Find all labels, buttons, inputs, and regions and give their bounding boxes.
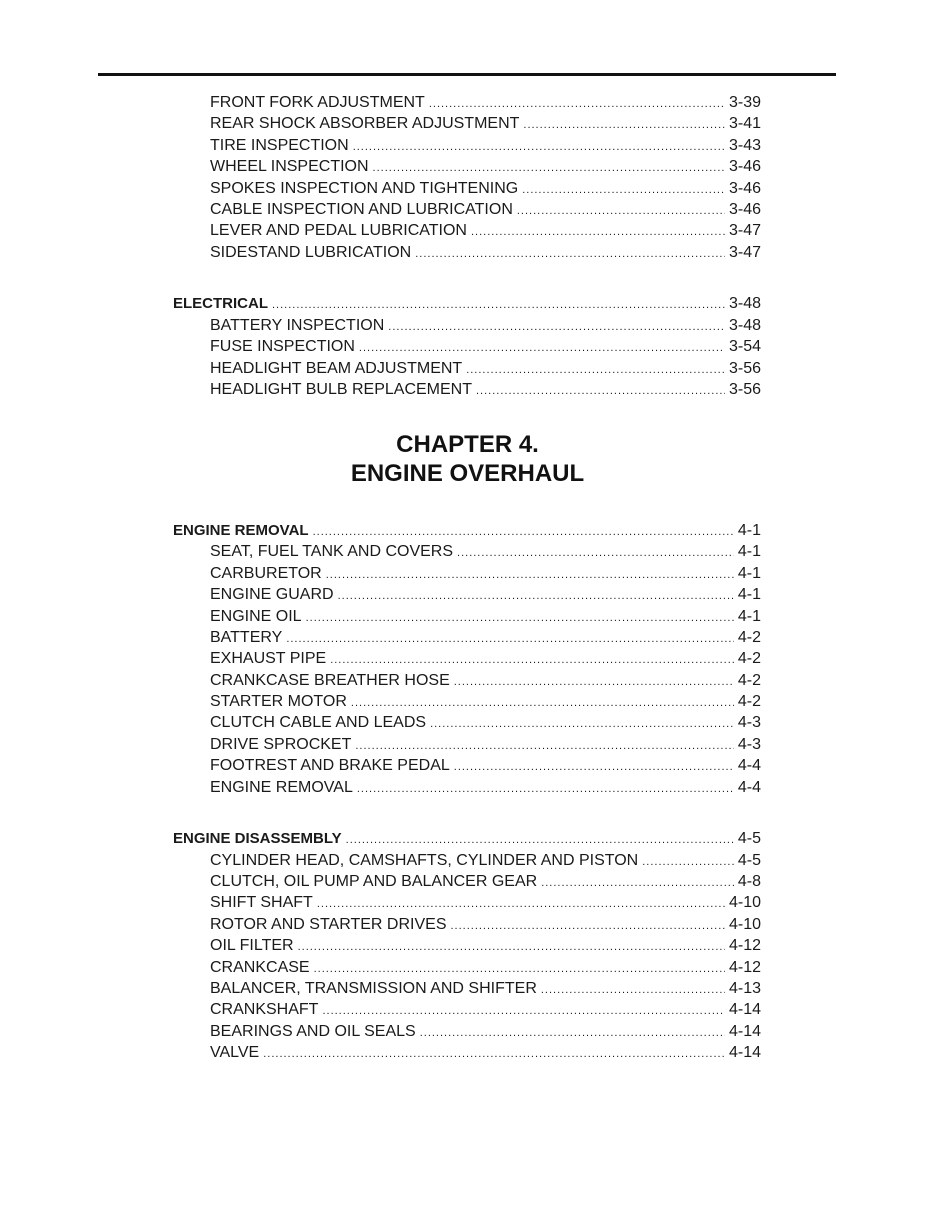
toc-entry-page: 4-10 — [728, 916, 761, 933]
toc-entry-label: CLUTCH CABLE AND LEADS — [210, 714, 427, 731]
toc-entry[interactable] — [210, 199, 761, 220]
toc-entry-label: HEADLIGHT BEAM ADJUSTMENT — [210, 360, 463, 377]
toc-entry[interactable] — [210, 871, 761, 892]
toc-entry-page: 4-3 — [737, 714, 761, 731]
toc-heading-label: ELECTRICAL — [173, 295, 268, 312]
toc-entry-label: ENGINE REMOVAL — [210, 779, 353, 796]
toc-entry-label: CRANKSHAFT — [210, 1001, 319, 1018]
toc-entry-page: 3-47 — [728, 244, 761, 261]
top-rule — [98, 73, 836, 76]
toc-entry-label: SPOKES INSPECTION AND TIGHTENING — [210, 180, 519, 197]
toc-entry-label: CYLINDER HEAD, CAMSHAFTS, CYLINDER AND PISTON — [210, 852, 639, 869]
toc-entry[interactable] — [210, 914, 761, 935]
toc-entry[interactable] — [210, 156, 761, 177]
toc-entry-label: SHIFT SHAFT — [210, 894, 313, 911]
toc-entry-label: BATTERY — [210, 629, 283, 646]
toc-entry-page: 4-14 — [728, 1001, 761, 1018]
toc-entry-label: OIL FILTER — [210, 937, 294, 954]
toc-entry[interactable] — [210, 1021, 761, 1042]
toc-entry-page: 3-56 — [728, 360, 761, 377]
toc-entry[interactable] — [210, 957, 761, 978]
toc-entry-label: LEVER AND PEDAL LUBRICATION — [210, 222, 467, 239]
toc-section-heading-engine-disassembly[interactable] — [173, 828, 761, 849]
toc-entry-page: 4-14 — [728, 1044, 761, 1061]
toc-heading-page: 4-1 — [737, 522, 761, 539]
chapter-number: CHAPTER 4. — [396, 431, 539, 458]
toc-entry-label: HEADLIGHT BULB REPLACEMENT — [210, 381, 472, 398]
toc-entry[interactable] — [210, 606, 761, 627]
toc-entry-page: 4-2 — [737, 672, 761, 689]
toc-entry[interactable] — [210, 627, 761, 648]
toc-entry-label: TIRE INSPECTION — [210, 137, 349, 154]
chapter-title: ENGINE OVERHAUL — [350, 460, 585, 487]
toc-entry[interactable] — [210, 584, 761, 605]
toc-entry-page: 4-8 — [737, 873, 761, 890]
toc-entry-page: 4-2 — [737, 650, 761, 667]
toc-entry-label: ENGINE OIL — [210, 608, 302, 625]
toc-entry-label: EXHAUST PIPE — [210, 650, 327, 667]
toc-entry-label: FRONT FORK ADJUSTMENT — [210, 94, 425, 111]
toc-entry-page: 4-2 — [737, 693, 761, 710]
toc-entry-label: ROTOR AND STARTER DRIVES — [210, 916, 447, 933]
toc-entry[interactable] — [210, 178, 761, 199]
toc-entry-page: 4-10 — [728, 894, 761, 911]
toc-entry-label: STARTER MOTOR — [210, 693, 347, 710]
toc-entry-label: CRANKCASE — [210, 959, 310, 976]
toc-entry[interactable] — [210, 935, 761, 956]
toc-entry-page: 4-1 — [737, 543, 761, 560]
toc-entry[interactable] — [210, 92, 761, 113]
toc-entry-page: 4-5 — [737, 852, 761, 869]
toc-entry-page: 4-14 — [728, 1023, 761, 1040]
toc-entry[interactable] — [210, 220, 761, 241]
toc-entry[interactable] — [210, 999, 761, 1020]
toc-entry[interactable] — [210, 978, 761, 999]
toc-entry-page: 4-1 — [737, 608, 761, 625]
toc-entry-label: BEARINGS AND OIL SEALS — [210, 1023, 416, 1040]
toc-entry-label: WHEEL INSPECTION — [210, 158, 369, 175]
toc-entry-page: 4-1 — [737, 565, 761, 582]
toc-entry[interactable] — [210, 135, 761, 156]
toc-entry[interactable] — [210, 755, 761, 776]
toc-entry[interactable] — [210, 648, 761, 669]
toc-entry-label: CARBURETOR — [210, 565, 322, 582]
toc-entry[interactable] — [210, 712, 761, 733]
toc-heading-page: 3-48 — [728, 295, 761, 312]
toc-entry-page: 4-12 — [728, 937, 761, 954]
toc-entry-page: 4-4 — [737, 757, 761, 774]
toc-heading-label: ENGINE REMOVAL — [173, 522, 309, 539]
toc-entry-label: SIDESTAND LUBRICATION — [210, 244, 412, 261]
toc-entry-page: 3-39 — [728, 94, 761, 111]
toc-entry-label: FOOTREST AND BRAKE PEDAL — [210, 757, 450, 774]
toc-entry[interactable] — [210, 1042, 761, 1063]
toc-entry-label: BALANCER, TRANSMISSION AND SHIFTER — [210, 980, 537, 997]
toc-entry[interactable] — [210, 892, 761, 913]
toc-entry-label: REAR SHOCK ABSORBER ADJUSTMENT — [210, 115, 520, 132]
toc-entry[interactable] — [210, 691, 761, 712]
toc-entry-page: 3-46 — [728, 201, 761, 218]
toc-section-heading-electrical[interactable] — [173, 293, 761, 314]
toc-entry[interactable] — [210, 541, 761, 562]
toc-entry-page: 3-47 — [728, 222, 761, 239]
toc-entry-label: CRANKCASE BREATHER HOSE — [210, 672, 450, 689]
toc-entry-page: 3-41 — [728, 115, 761, 132]
toc-entry[interactable] — [210, 315, 761, 336]
toc-entry[interactable] — [210, 777, 761, 798]
toc-entry[interactable] — [210, 379, 761, 400]
toc-entry-label: VALVE — [210, 1044, 260, 1061]
toc-entry-page: 3-56 — [728, 381, 761, 398]
toc-entry[interactable] — [210, 242, 761, 263]
toc-entry-page: 4-12 — [728, 959, 761, 976]
toc-heading-label: ENGINE DISASSEMBLY — [173, 830, 342, 847]
toc-entry-page: 4-2 — [737, 629, 761, 646]
toc-entry-page: 3-54 — [728, 338, 761, 355]
toc-entry-page: 4-4 — [737, 779, 761, 796]
toc-section-heading-engine-removal[interactable] — [173, 520, 761, 541]
toc-entry-label: DRIVE SPROCKET — [210, 736, 352, 753]
toc-entry-page: 3-48 — [728, 317, 761, 334]
toc-entry[interactable] — [210, 850, 761, 871]
toc-entry-page: 3-46 — [728, 180, 761, 197]
toc-entry-page: 3-43 — [728, 137, 761, 154]
toc-entry-page: 4-1 — [737, 586, 761, 603]
toc-entry[interactable] — [210, 670, 761, 691]
toc-entry-label: CABLE INSPECTION AND LUBRICATION — [210, 201, 513, 218]
toc-entry-label: FUSE INSPECTION — [210, 338, 355, 355]
toc-entry[interactable] — [210, 563, 761, 584]
toc-entry[interactable] — [210, 113, 761, 134]
toc-entry[interactable] — [210, 734, 761, 755]
toc-entry-label: ENGINE GUARD — [210, 586, 334, 603]
toc-entry[interactable] — [210, 336, 761, 357]
toc-entry-page: 4-3 — [737, 736, 761, 753]
toc-heading-page: 4-5 — [737, 830, 761, 847]
toc-entry-label: SEAT, FUEL TANK AND COVERS — [210, 543, 454, 560]
toc-entry-page: 3-46 — [728, 158, 761, 175]
toc-entry-page: 4-13 — [728, 980, 761, 997]
toc-entry-label: BATTERY INSPECTION — [210, 317, 385, 334]
toc-entry[interactable] — [210, 358, 761, 379]
toc-entry-label: CLUTCH, OIL PUMP AND BALANCER GEAR — [210, 873, 538, 890]
